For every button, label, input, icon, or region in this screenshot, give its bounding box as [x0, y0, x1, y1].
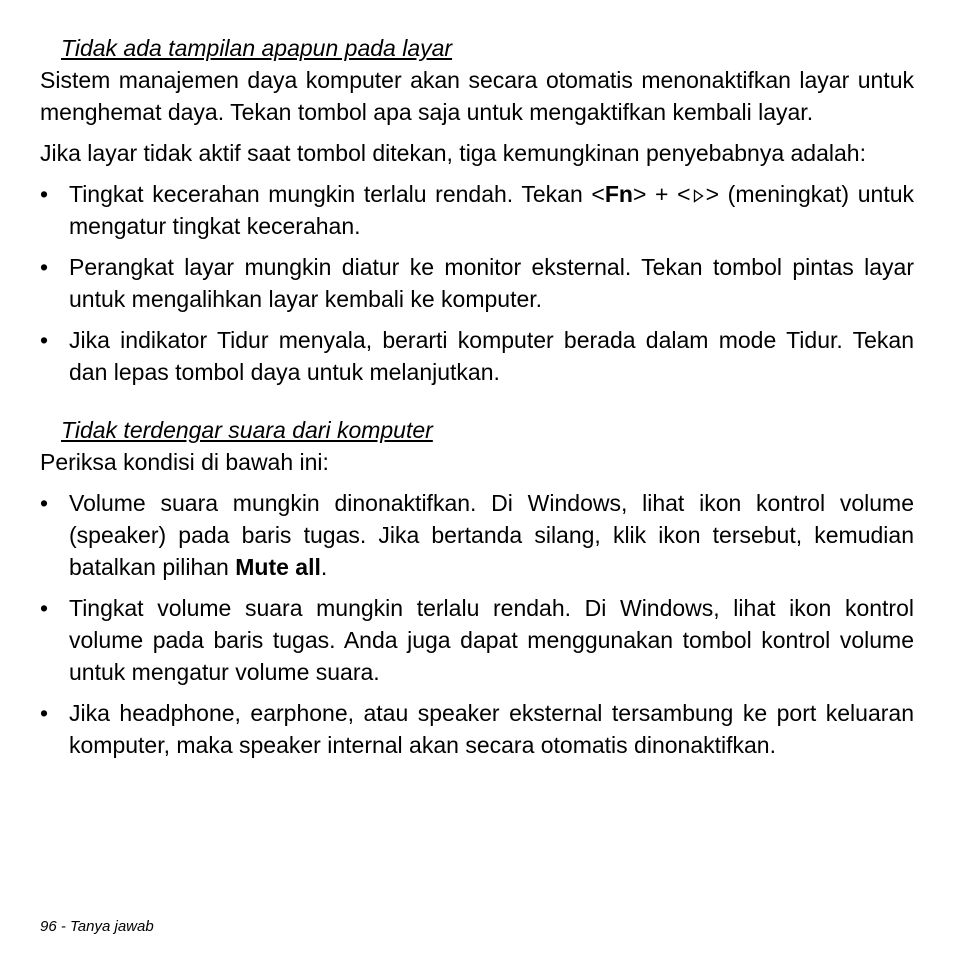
list-item-text-start: Volume suara mungkin dinonaktifkan. Di Windows, lihat ikon kontrol volume (speaker) pada baris tugas. Jika bertanda silang, klik ikon tersebut, kemudian batalkan pilihan [69, 490, 914, 580]
list-item [40, 324, 914, 388]
list-item [40, 697, 914, 761]
brightness-up-icon [692, 180, 705, 196]
list-item-text-mid: > + < [632, 181, 691, 207]
fn-key-label: Fn [604, 181, 633, 207]
bullet: • [40, 254, 49, 280]
paragraph: Sistem manajemen daya komputer akan secara otomatis menonaktifkan layar untuk menghemat daya. Tekan tombol apa saja untuk mengaktifkan kembali layar. [40, 67, 914, 125]
bullet: • [40, 327, 49, 353]
bullet: • [40, 595, 49, 621]
paragraph: Periksa kondisi di bawah ini: [40, 449, 329, 475]
list-item [40, 251, 914, 315]
condition-list [40, 487, 914, 761]
list-item [40, 178, 914, 242]
bullet: • [40, 490, 49, 516]
list-item-text: Jika headphone, earphone, atau speaker eksternal tersambung ke port keluaran komputer, maka speaker internal akan secara otomatis dinonaktifkan. [69, 700, 914, 758]
section-heading-no-sound: Tidak terdengar suara dari komputer [61, 417, 433, 443]
page-content [40, 32, 914, 770]
mute-all-label: Mute all [235, 554, 321, 580]
list-item-text-end: . [320, 554, 328, 580]
list-item-text-start: Tingkat kecerahan mungkin terlalu rendah. Tekan < [69, 181, 605, 207]
section-heading-no-display: Tidak ada tampilan apapun pada layar [61, 35, 453, 61]
list-item [40, 592, 914, 688]
bullet: • [40, 181, 49, 207]
paragraph: Jika layar tidak aktif saat tombol ditekan, tiga kemungkinan penyebabnya adalah: [40, 140, 866, 166]
cause-list [40, 178, 914, 388]
bullet: • [40, 700, 49, 726]
list-item-text: Tingkat volume suara mungkin terlalu rendah. Di Windows, lihat ikon kontrol volume pada baris tugas. Anda juga dapat menggunakan tombol kontrol volume untuk mengatur volume suara. [69, 595, 914, 685]
list-item [40, 487, 914, 583]
list-item-text-end: > (meningkat) untuk mengatur tingkat kecerahan. [69, 181, 915, 239]
section-spacer [40, 397, 914, 414]
list-item-text: Perangkat layar mungkin diatur ke monitor eksternal. Tekan tombol pintas layar untuk mengalihkan layar kembali ke komputer. [69, 254, 914, 312]
page-footer: 96 - Tanya jawab [40, 918, 154, 935]
list-item-text: Jika indikator Tidur menyala, berarti komputer berada dalam mode Tidur. Tekan dan lepas tombol daya untuk melanjutkan. [69, 327, 914, 385]
